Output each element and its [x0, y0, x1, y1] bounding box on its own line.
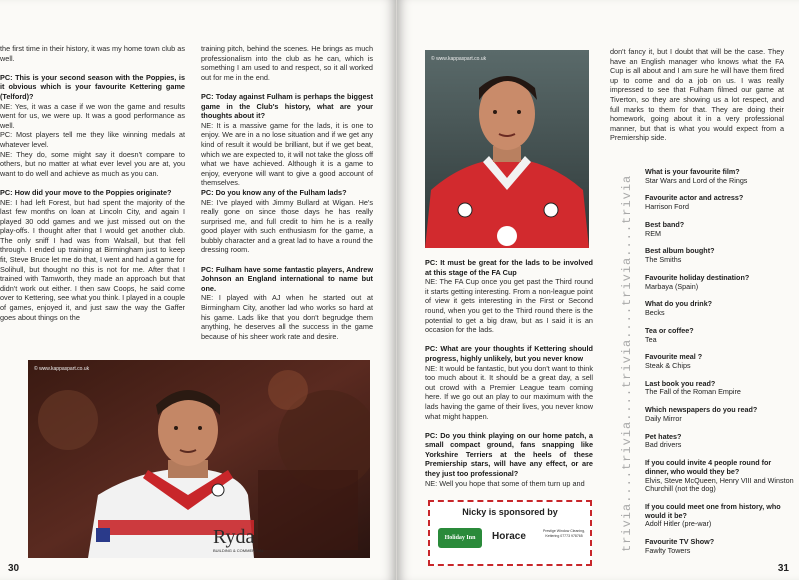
trivia-question: Best band? [645, 219, 685, 229]
paragraph-gap [0, 178, 185, 188]
paragraph-gap [201, 255, 373, 265]
trivia-question: If you could meet one from history, who would it be? [645, 502, 781, 520]
trivia-answer: Bad drivers [645, 440, 682, 450]
player-photo-left-image [28, 360, 370, 558]
left-column-1 [0, 44, 185, 322]
interview-answer: NE: They do, some might say it doesn't compare to others, but no matter at what ever level you are at, you want to do well and achieve as much as you can. [0, 149, 185, 178]
interview-answer: NE: I've played with Jimmy Bullard at Wigan. He's really gone on since those days he has really surprised me, and full credit to him he is a really good player with such enthusiasm for the game, a bubbly character and a great lad to have a round the dressing room. [201, 197, 373, 255]
trivia-item [645, 433, 795, 450]
interview-answer: don't fancy it, but I doubt that will be the case. They have an English manager who knows what the FA Cup is all about and I am sure he will have them fired up to come and do a job on us. I was really impressed to see that Fulham filmed our game at Tiverton, so they are showing us a lot respect, and full marks to them for that. They are doing their homework, going about it in a very professional manner, but that is what you would expect from a Premiership side. [610, 47, 784, 143]
trivia-answer: The Fall of the Roman Empire [645, 387, 741, 397]
sponsor-box [428, 500, 592, 566]
trivia-answer: Fawlty Towers [645, 545, 691, 555]
trivia-answer: REM [645, 228, 661, 238]
trivia-item [645, 194, 795, 211]
trivia-answer: Steak & Chips [645, 360, 691, 370]
trivia-question: Favourite TV Show? [645, 537, 715, 547]
page-number-left: 30 [8, 563, 20, 574]
trivia-question: Best album bought? [645, 246, 715, 256]
page-number-right: 31 [777, 563, 789, 574]
interview-answer: NE: It would be fantastic, but you don't want to think too much about it. It should be a great day, a sell out crowd with a Premier League team coming here. If we go out an play to our maximum with the lads having the game of their lives, you never know what might happen. [425, 363, 593, 421]
svg-text:BUILDING & COMMERCIAL: BUILDING & COMMERCIAL [213, 548, 264, 553]
trivia-answer: Harrison Ford [645, 202, 689, 212]
interview-question: PC: Do you think playing on our home patch, a small compact ground, fans snapping like Yorkshire Terriers at the heels of these Premiership stars, will have any effect, or are they just too professional? [425, 430, 593, 479]
trivia-question: What do you drink? [645, 299, 713, 309]
trivia-item [645, 503, 795, 529]
left-column-2 [201, 44, 373, 341]
interview-question: PC: Do you know any of the Fulham lads? [201, 187, 347, 197]
trivia-item [645, 353, 795, 370]
photo-credit-right: © www.kappaspart.co.uk [431, 56, 487, 62]
interview-answer: NE: I had left Forest, but had spent the majority of the last few months on loan at Lincoln City, and again I played 30 odd games and we just missed out on the play-offs. I thought after that I would get another club. The only sniff I had was from Walsall, but that fell through. I ended up training at Birmingham just to keep fit, Steve Bruce let me do that, I went and had a game for Solihull, but thought no this is not for me. After that I trained with Tamworth, they made an approach but that didn't work out either. I then saw Coops, he said come over to Kettering, see what you think. I played in a couple of games, enjoyed it, and just saw the way the Gaffer goes about things on the [0, 197, 185, 322]
player-photo-right [425, 50, 589, 248]
player-photo-left [28, 360, 370, 558]
interview-answer: NE: I played with AJ when he started out at Birmingham City, another lad who works so hard at his game. Lads like that you don't begrudge them anything, he deserves all the success in the game because of his sheer work rate and desire. [201, 293, 373, 341]
interview-question: PC: How did your move to the Poppies originate? [0, 187, 172, 197]
trivia-question: Favourite actor and actress? [645, 193, 744, 203]
holiday-inn-label: Holiday Inn [444, 535, 476, 541]
interview-answer: the first time in their history, it was my home town club as well. [0, 44, 185, 63]
player-photo-right-image [425, 50, 589, 248]
paragraph-gap [425, 335, 593, 345]
trivia-item [645, 221, 795, 238]
paragraph-gap [0, 63, 185, 73]
trivia-question: Pet hates? [645, 431, 682, 441]
interview-question: PC: What are your thoughts if Kettering should progress, highly unlikely, but you never know [425, 344, 593, 363]
right-column-1 [425, 258, 593, 488]
trivia-question: Favourite holiday destination? [645, 272, 750, 282]
interview-question: PC: Fulham have some fantastic players, Andrew Johnson an England international to name but one. [201, 264, 373, 293]
left-page [0, 0, 396, 580]
trivia-answer: Marbaya (Spain) [645, 281, 699, 291]
photo-credit: © www.kappaspart.co.uk [34, 366, 90, 372]
interview-answer: PC: Most players tell me they like winning medals at whatever level. [0, 130, 185, 149]
sponsor-title: Nicky is sponsored by [462, 507, 558, 517]
trivia-item [645, 247, 795, 264]
horace-logo: Horace [492, 531, 526, 542]
trivia-item [645, 327, 795, 344]
interview-answer: NE: Well you hope that some of them turn up and [425, 478, 585, 488]
trivia-question: What is your favourite film? [645, 167, 740, 176]
interview-question: PC: This is your second season with the Poppies, is it obvious which is your favourite Kettering game (Telford)? [0, 72, 185, 101]
trivia-item [645, 300, 795, 317]
trivia-answer: Becks [645, 308, 665, 318]
trivia-item [645, 168, 795, 185]
trivia-answer: Elvis, Steve McQueen, Henry VIII and Winston Churchill (not the dog) [645, 475, 794, 494]
interview-answer: NE: Yes, it was a case if we won the game and results went for us, we were up. It was a good performance as well. [0, 101, 185, 130]
trivia-item [645, 538, 795, 555]
interview-question: PC: It must be great for the lads to be involved at this stage of the FA Cup [425, 258, 593, 277]
trivia-list [645, 168, 795, 565]
interview-answer: NE: The FA Cup once you get past the Third round it starts getting interesting. From a non-league point of view it gets interesting in the First or Second round, when you get to the Third round there is the potential to get a big draw, but as I said it is an occasion for the lads. [425, 277, 593, 335]
paragraph-gap [201, 82, 373, 92]
trivia-answer: Daily Mirror [645, 413, 682, 423]
trivia-question: Tea or coffee? [645, 325, 694, 335]
trivia-question: Last book you read? [645, 378, 716, 388]
interview-answer: training pitch, behind the scenes. He brings as much professionalism into the club as he can, which is something I am used to and respect, so it all worked out for me in the end. [201, 44, 373, 82]
svg-text:trivia....trivia....trivia....: trivia....trivia....trivia....trivia....trivia [620, 174, 634, 552]
trivia-answer: The Smiths [645, 255, 682, 265]
trivia-question: If you could invite 4 people round for dinner, who would they be? [645, 458, 772, 476]
window-cleaning-logo: Prestige Window Cleaning, Kettering 07773 978765 [542, 529, 586, 538]
holiday-inn-logo [438, 528, 482, 548]
trivia-item [645, 459, 795, 493]
trivia-item [645, 380, 795, 397]
svg-text:Ryda: Ryda [213, 526, 255, 548]
right-column-2 [610, 47, 784, 143]
interview-answer: NE: It is a massive game for the lads, it is one to enjoy. We are in a no lose situation and if we get any kind of result it would be brilliant, but if we get beat, which we are expected to, it will not take the gloss off what we have achieved. Although it is a game to enjoy, everyone will want to give a good account of themselves. [201, 120, 373, 188]
trivia-answer: Tea [645, 334, 657, 344]
paragraph-gap [425, 421, 593, 431]
interview-question: PC: Today against Fulham is perhaps the biggest game in the Club's history, what are your thoughts about it? [201, 91, 373, 121]
trivia-answer: Star Wars and Lord of the Rings [645, 175, 748, 185]
trivia-answer: Adolf Hitler (pre-war) [645, 519, 712, 529]
trivia-item [645, 274, 795, 291]
trivia-item [645, 406, 795, 423]
trivia-question: Favourite meal ? [645, 352, 703, 362]
trivia-question: Which newspapers do you read? [645, 405, 758, 415]
trivia-vertical-text [608, 160, 642, 560]
